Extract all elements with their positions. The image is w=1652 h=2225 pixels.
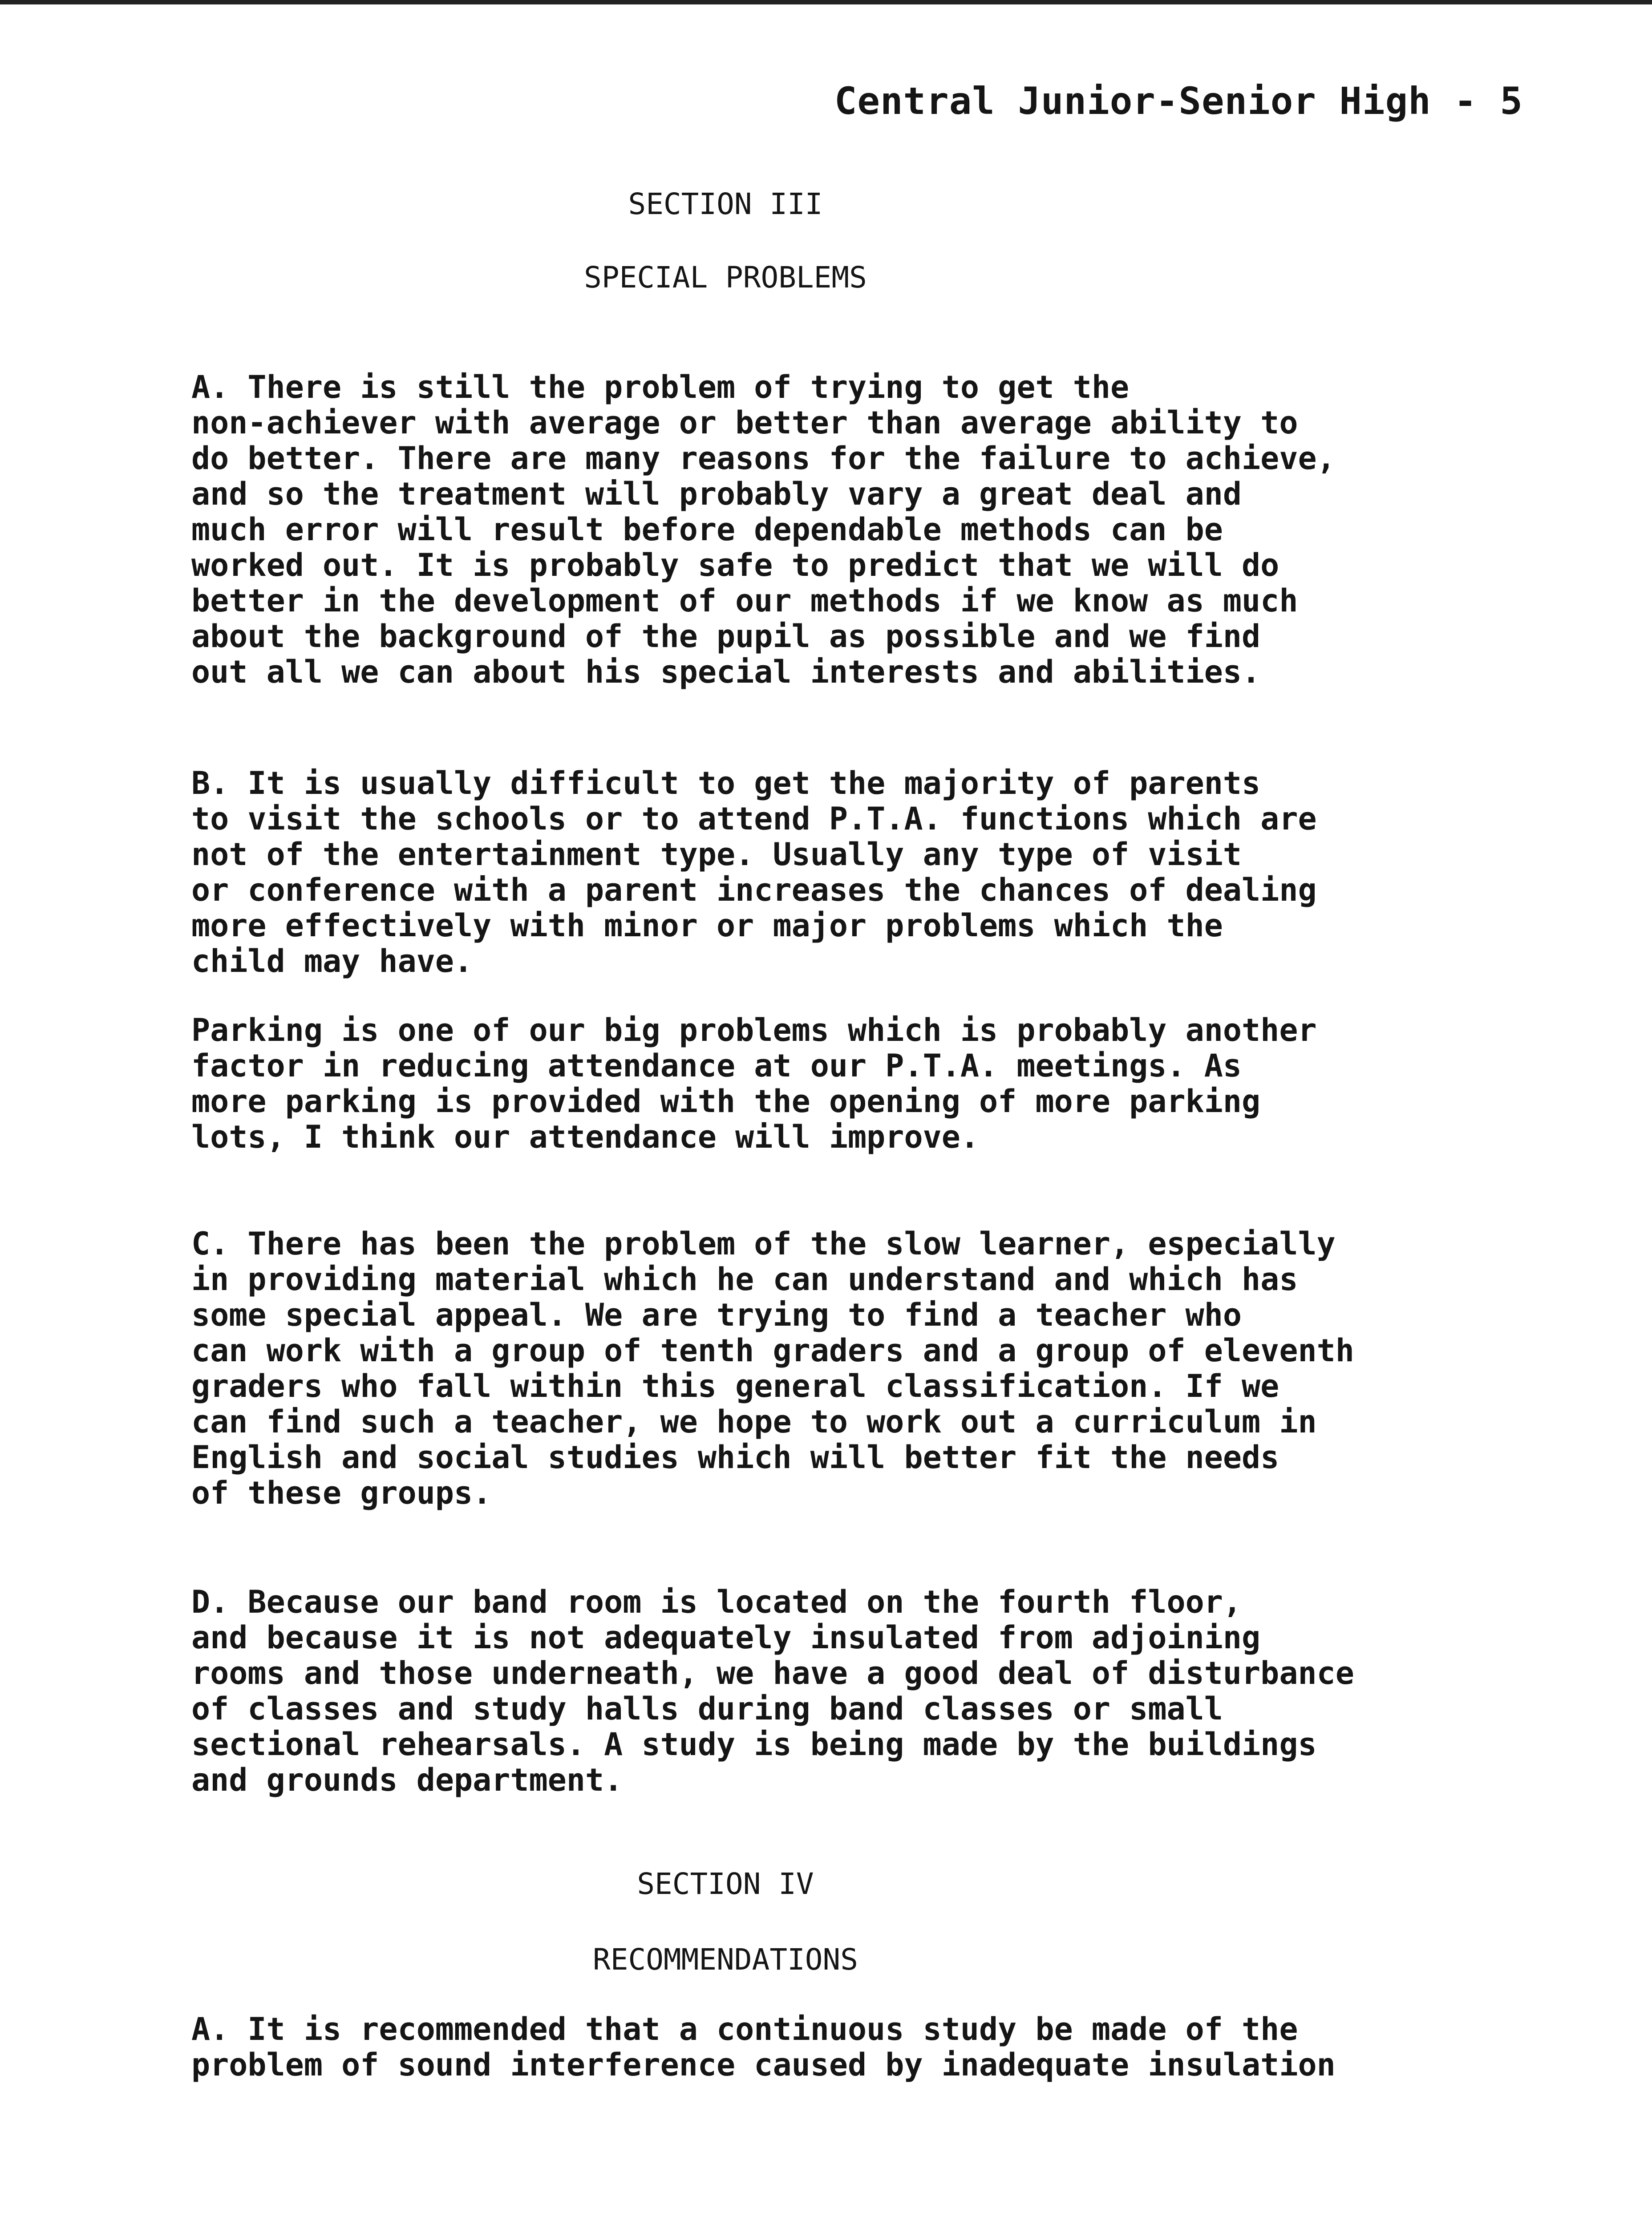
- text-line: English and social studies which will better fit the needs: [191, 1439, 1279, 1476]
- text-line: B. It is usually difficult to get the majority of parents: [191, 765, 1261, 801]
- text-line: do better. There are many reasons for the failure to achieve,: [191, 440, 1336, 477]
- top-edge-rule: [0, 0, 1652, 4]
- section-iv-subtitle: RECOMMENDATIONS: [592, 1942, 858, 1977]
- text-line: to visit the schools or to attend P.T.A. functions which are: [191, 801, 1317, 837]
- paragraph-d: [191, 1584, 1518, 1798]
- text-line: not of the entertainment type. Usually any type of visit: [191, 836, 1242, 873]
- text-line: D. Because our band room is located on the fourth floor,: [191, 1584, 1242, 1620]
- text-line: or conference with a parent increases the chances of dealing: [191, 872, 1317, 908]
- text-line: of classes and study halls during band classes or small: [191, 1691, 1223, 1727]
- section-iii-title: SECTION III: [628, 187, 823, 221]
- text-line: graders who fall within this general classification. If we: [191, 1368, 1279, 1404]
- text-line: lots, I think our attendance will improve.: [191, 1119, 980, 1155]
- section-iii-subtitle: SPECIAL PROBLEMS: [584, 260, 867, 295]
- text-line: more effectively with minor or major problems which the: [191, 907, 1223, 944]
- text-line: child may have.: [191, 943, 473, 979]
- recommendation-a: [191, 2011, 1518, 2083]
- text-line: and grounds department.: [191, 1762, 623, 1798]
- text-line: more parking is provided with the opening of more parking: [191, 1083, 1261, 1120]
- text-line: factor in reducing attendance at our P.T.A. meetings. As: [191, 1048, 1242, 1084]
- paragraph-c: [191, 1226, 1518, 1511]
- text-line: and because it is not adequately insulated from adjoining: [191, 1619, 1261, 1656]
- text-line: sectional rehearsals. A study is being made by the buildings: [191, 1726, 1317, 1763]
- text-line: worked out. It is probably safe to predict that we will do: [191, 547, 1279, 583]
- text-line: can find such a teacher, we hope to work out a curriculum in: [191, 1404, 1317, 1440]
- text-line: some special appeal. We are trying to find a teacher who: [191, 1297, 1242, 1333]
- text-line: can work with a group of tenth graders and a group of eleventh: [191, 1332, 1354, 1369]
- text-line: about the background of the pupil as possible and we find: [191, 618, 1261, 655]
- text-line: A. There is still the problem of trying to get the: [191, 369, 1130, 405]
- text-line: much error will result before dependable methods can be: [191, 511, 1223, 548]
- text-line: and so the treatment will probably vary a great deal and: [191, 476, 1242, 512]
- text-line: out all we can about his special interests and abilities.: [191, 654, 1261, 690]
- text-line: in providing material which he can understand and which has: [191, 1261, 1298, 1298]
- text-line: non-achiever with average or better than average ability to: [191, 405, 1298, 441]
- section-iv-title: SECTION IV: [637, 1867, 814, 1901]
- paragraph-b: [191, 765, 1518, 979]
- running-head: Central Junior-Senior High - 5: [834, 79, 1523, 123]
- paragraph-parking: [191, 1012, 1518, 1155]
- text-line: rooms and those underneath, we have a good deal of disturbance: [191, 1655, 1354, 1691]
- paragraph-a: [191, 369, 1518, 690]
- text-line: of these groups.: [191, 1475, 492, 1511]
- text-line: C. There has been the problem of the slow learner, especially: [191, 1226, 1336, 1262]
- text-line: better in the development of our methods if we know as much: [191, 583, 1298, 619]
- text-line: Parking is one of our big problems which is probably another: [191, 1012, 1317, 1048]
- text-line: problem of sound interference caused by inadequate insulation: [191, 2047, 1336, 2083]
- text-line: A. It is recommended that a continuous study be made of the: [191, 2011, 1298, 2047]
